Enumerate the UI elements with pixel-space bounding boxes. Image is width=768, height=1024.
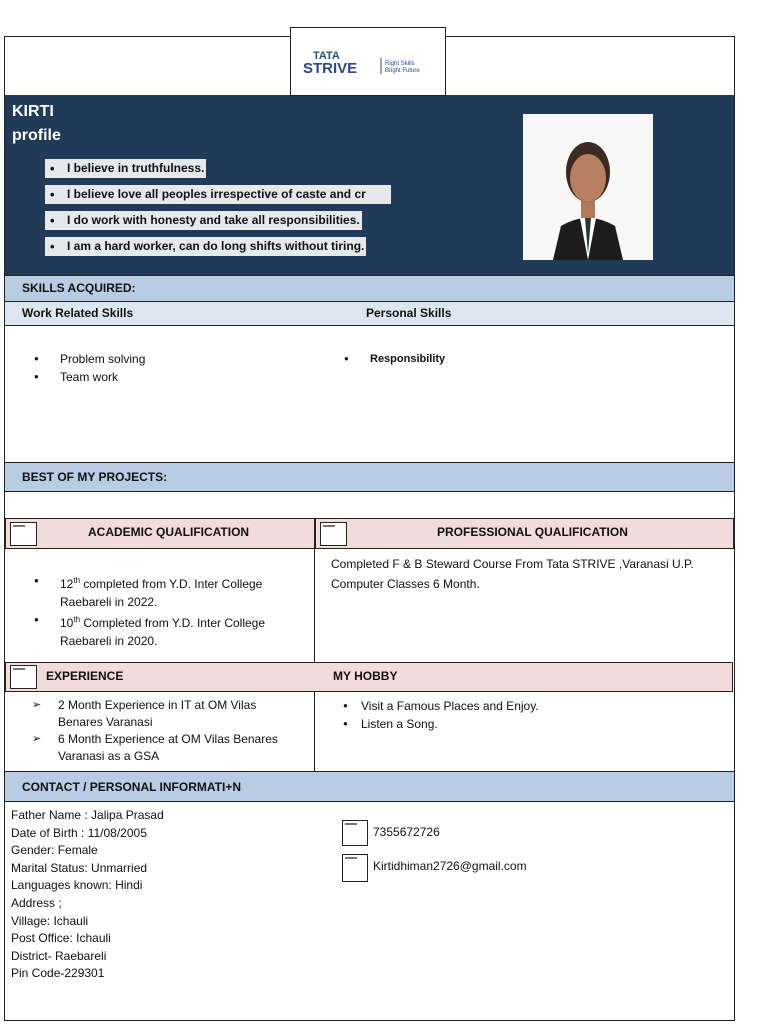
info-line: Father Name : Jalipa Prasad [11, 808, 164, 822]
list-item: ➢ 6 Month Experience at OM Vilas Benares Varanasi as a GSA [32, 731, 302, 765]
personal-skills-header: Personal Skills [366, 306, 452, 320]
hobby-title: MY HOBBY [333, 669, 398, 683]
info-line: District- Raebareli [11, 948, 107, 963]
list-item: ● 12th completed from Y.D. Inter College Raebareli in 2022. [34, 572, 304, 611]
projects-title: BEST OF MY PROJECTS: [22, 470, 168, 484]
briefcase-icon [10, 665, 37, 689]
experience-list [32, 697, 302, 765]
info-line: Post Office: Ichauli [11, 931, 111, 946]
list-item: ● 10th Completed from Y.D. Inter College Raebareli in 2020. [34, 611, 304, 650]
work-skills-list [34, 350, 145, 386]
academic-title: ACADEMIC QUALIFICATION [88, 525, 250, 539]
list-item: ● Responsibility [344, 350, 445, 368]
professional-line: Computer Classes 6 Month. [331, 577, 480, 591]
professional-line: Completed F & B Steward Course From Tata STRIVE ,Varanasi U.P. [331, 557, 694, 571]
list-item: ● Team work [34, 368, 145, 386]
info-line: Gender: Female [11, 843, 98, 858]
tata-strive-logo [290, 27, 446, 96]
professional-details [331, 554, 731, 594]
certificate-icon [10, 522, 37, 546]
experience-title: EXPERIENCE [46, 669, 124, 683]
belief-item: • I believe in truthfulness. [45, 159, 206, 178]
info-line: Address ; [11, 895, 62, 910]
svg-text:TATA: TATA [313, 50, 340, 62]
info-line: Village: Ichauli [11, 913, 89, 928]
logo-icon [299, 48, 439, 76]
personal-skills-list [344, 350, 445, 368]
list-item: ● Listen a Song. [343, 715, 539, 733]
certificate-icon [320, 522, 347, 546]
candidate-name: KIRTI [12, 103, 54, 120]
contact-title: CONTACT / PERSONAL INFORMATI+N [22, 780, 241, 794]
phone-icon [342, 820, 368, 846]
info-line: Marital Status: Unmarried [11, 860, 148, 875]
work-skills-header: Work Related Skills [22, 306, 134, 320]
email-address: Kirtidhiman2726@gmail.com [373, 859, 527, 873]
svg-text:Right Skills: Right Skills [385, 61, 415, 67]
belief-item: • I am a hard worker, can do long shifts without tiring. [45, 237, 366, 256]
info-line: Languages known: Hindi [11, 878, 143, 893]
email-icon [342, 854, 368, 882]
list-item: ● Visit a Famous Places and Enjoy. [343, 697, 539, 715]
professional-title: PROFESSIONAL QUALIFICATION [437, 525, 628, 539]
info-line: Date of Birth : 11/08/2005 [11, 825, 147, 840]
skills-title: SKILLS ACQUIRED: [22, 281, 136, 295]
info-line: Pin Code-229301 [11, 966, 105, 981]
list-item: ● Problem solving [34, 350, 145, 368]
list-item: ➢ 2 Month Experience in IT at OM Vilas Benares Varanasi [32, 697, 302, 731]
svg-text:Bright Future: Bright Future [385, 68, 420, 74]
hobby-list [343, 697, 539, 733]
svg-text:STRIVE: STRIVE [303, 60, 358, 76]
belief-item: • I believe love all peoples irrespective of caste and cr [45, 185, 391, 204]
personal-info [11, 807, 164, 983]
belief-item: • I do work with honesty and take all responsibilities. [45, 211, 362, 230]
profile-photo [523, 114, 653, 260]
academic-list [34, 572, 304, 650]
person-silhouette-icon [523, 114, 653, 260]
phone-number: 7355672726 [373, 825, 440, 839]
profile-heading: profile [12, 127, 61, 144]
